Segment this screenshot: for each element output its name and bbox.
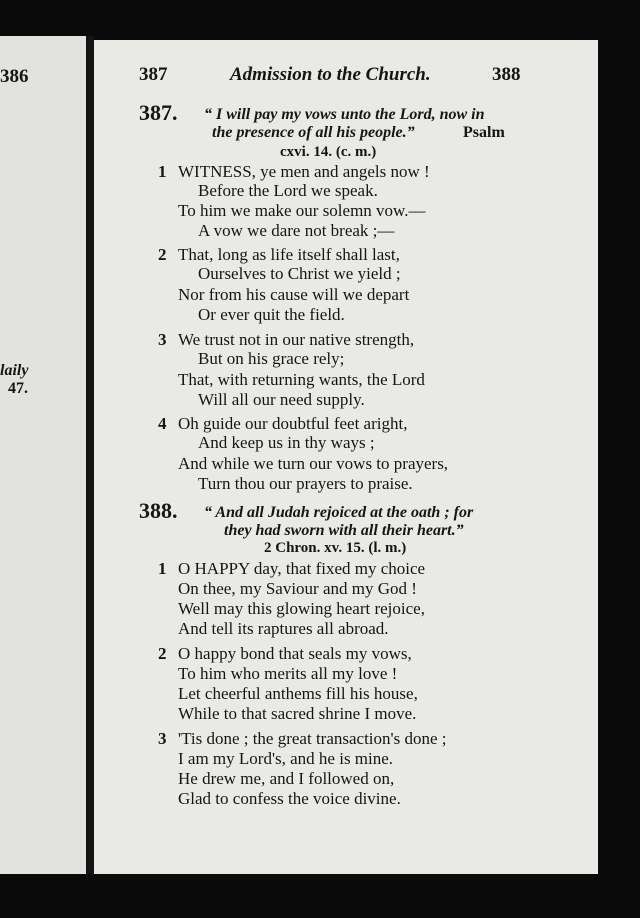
verse-line: Oh guide our doubtful feet aright, xyxy=(178,414,408,433)
verse-line: Ourselves to Christ we yield ; xyxy=(198,264,401,283)
verse-line: Well may this glowing heart rejoice, xyxy=(178,599,425,618)
running-header-left-number: 387 xyxy=(139,64,168,85)
verse-line: O happy bond that seals my vows, xyxy=(178,644,412,663)
verse-line: And while we turn our vows to prayers, xyxy=(178,454,449,473)
verse-line: Before the Lord we speak. xyxy=(198,181,378,200)
verse-line: Or ever quit the field. xyxy=(198,305,345,324)
right-page xyxy=(94,40,598,874)
verse-line: I am my Lord's, and he is mine. xyxy=(178,749,394,768)
verse-line: Turn thou our prayers to praise. xyxy=(198,474,413,493)
hymn-epigraph: “ And all Judah rejoiced at the oath ; for xyxy=(204,504,474,521)
left-page-text-fragment: laily xyxy=(0,362,29,379)
book-gutter xyxy=(86,36,94,874)
verse-line: That, with returning wants, the Lord xyxy=(178,370,425,389)
verse-line: Nor from his cause will we depart xyxy=(178,285,410,304)
verse-line: To him who merits all my love ! xyxy=(178,664,398,683)
verse-line: 'Tis done ; the great transaction's done ; xyxy=(178,729,447,748)
left-page-fragment xyxy=(0,36,88,874)
left-page-number: 386 xyxy=(0,66,29,87)
verse-number: 3 xyxy=(158,330,167,349)
verse-line: O HAPPY day, that fixed my choice xyxy=(178,559,426,578)
verse-line: That, long as life itself shall last, xyxy=(178,245,400,264)
verse-number: 2 xyxy=(158,644,167,663)
verse-line: Will all our need supply. xyxy=(198,390,365,409)
verse-line: And tell its raptures all abroad. xyxy=(178,619,389,638)
verse-number: 2 xyxy=(158,245,167,264)
hymn-reference: 2 Chron. xv. 15. (l. m.) xyxy=(264,540,407,556)
hymn-epigraph: they had sworn with all their heart.” xyxy=(224,522,464,539)
verse-line: WITNESS, ye men and angels now ! xyxy=(178,162,430,181)
hymn-epigraph: “ I will pay my vows unto the Lord, now in xyxy=(204,106,485,123)
verse-line: We trust not in our native strength, xyxy=(178,330,415,349)
hymn-epigraph: the presence of all his people.” xyxy=(212,124,415,141)
hymn-epigraph-source: Psalm xyxy=(463,124,505,141)
hymn-number: 388. xyxy=(139,498,178,523)
verse-line: He drew me, and I followed on, xyxy=(178,769,395,788)
verse-number: 1 xyxy=(158,162,167,181)
verse-number: 3 xyxy=(158,729,167,748)
hymn-number: 387. xyxy=(139,100,178,125)
verse-number: 1 xyxy=(158,559,167,578)
verse-line: On thee, my Saviour and my God ! xyxy=(178,579,417,598)
verse-line: Glad to confess the voice divine. xyxy=(178,789,401,808)
verse-line: Let cheerful anthems fill his house, xyxy=(178,684,418,703)
running-header-title: Admission to the Church. xyxy=(230,64,431,85)
left-page-text-fragment: 47. xyxy=(8,380,28,397)
verse-line: But on his grace rely; xyxy=(198,349,345,368)
running-header-right-number: 388 xyxy=(492,64,521,85)
hymn-reference: cxvi. 14. (c. m.) xyxy=(280,144,377,160)
verse-number: 4 xyxy=(158,414,167,433)
verse-line: While to that sacred shrine I move. xyxy=(178,704,417,723)
verse-line: And keep us in thy ways ; xyxy=(198,433,375,452)
verse-line: To him we make our solemn vow.— xyxy=(178,201,426,220)
verse-line: A vow we dare not break ;— xyxy=(198,221,395,240)
